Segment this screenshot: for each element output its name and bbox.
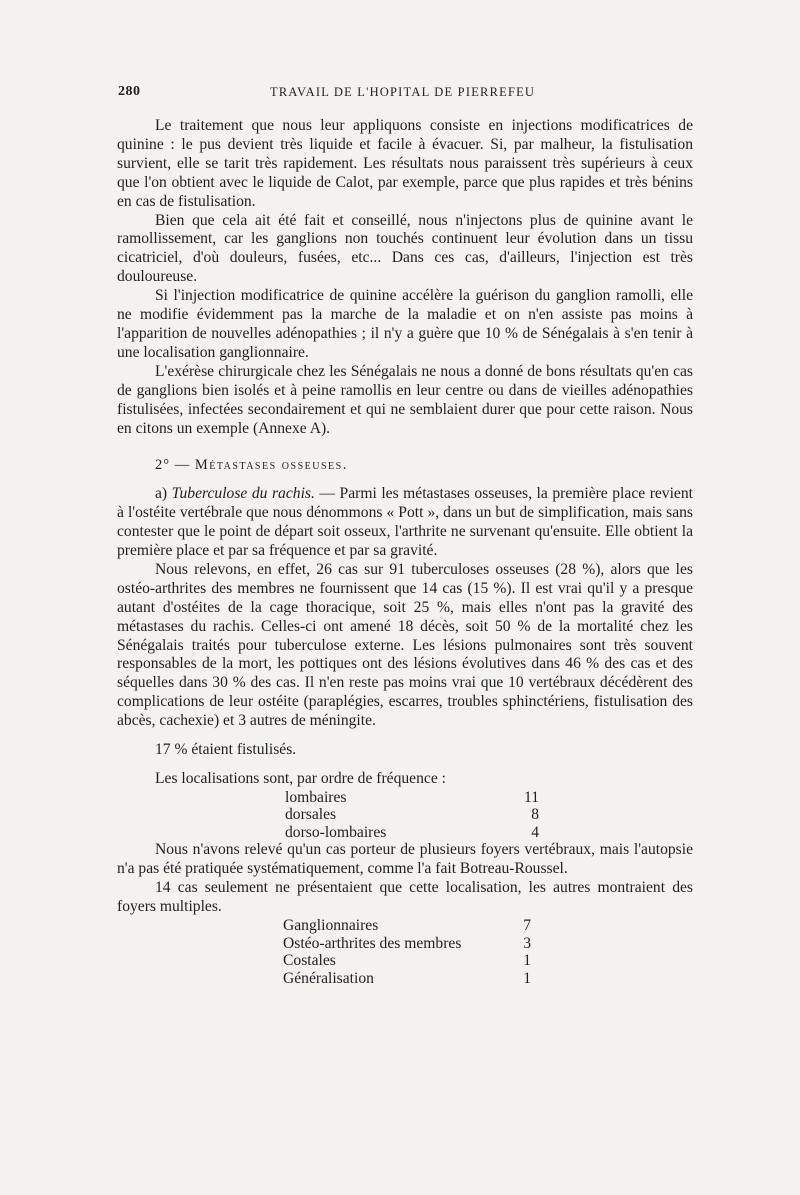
paragraph-rachis [117, 485, 693, 561]
section-dash: — [174, 457, 191, 474]
table-row [283, 935, 531, 953]
table-row [285, 806, 539, 824]
table-cell-value: 3 [523, 934, 531, 952]
paragraph-statistics: Nous relevons, en effet, 26 cas sur 91 tuberculoses osseuses (28 %), alors que les ostéo-arthrites des membres ne fournissent que 14 cas (15 %). Il est vrai qu'il y a presque autant d'ostéites de la cage thoracique, soit 25 %, mais elles n'ont pas la gravité des métastases du rachis. Celles-ci ont amené 18 décès, soit 50 % de la mortalité chez les Sénégalais traités pour tuberculose externe. Les lésions pulmonaires sont très souvent responsables de la mort, les pottiques ont des lésions évolutives dans 46 % des cas et des séquelles dans 30 % des cas. Il n'en reste pas moins vrai que 10 vertébraux décédèrent des complications de leur ostéite (paraplégies, escarres, troubles sphinctériens, fistulisation des abcès, cachexie) et 3 autres de méningite. [117, 560, 693, 730]
table-cell-value: 8 [531, 806, 539, 824]
table-cell-label: lombaires [285, 788, 347, 806]
table-cell-label: dorsales [285, 806, 337, 824]
paragraph-foyers: Nous n'avons relevé qu'un cas porteur de plusieurs foyers vertébraux, mais l'autopsie n'a pas été pratiquée systématiquement, comme l'a fait Botreau-Roussel. [117, 841, 693, 878]
table-cell-value: 1 [523, 969, 531, 987]
table-cell-label: Costales [283, 952, 336, 970]
table-cell-value: 11 [523, 788, 539, 806]
paragraph-localisations: Les localisations sont, par ordre de fréquence : [155, 770, 446, 787]
table-row [283, 917, 531, 935]
table-cell-label: Ganglionnaires [283, 917, 379, 935]
table-cell-value: 1 [523, 952, 531, 970]
paragraph-exerese: L'exérèse chirurgicale chez les Sénégalais ne nous a donné de bons résultats qu'en cas de ganglions bien isolés et à peine ramollis en leur centre ou dans de vieilles adénopathies fistulisées, infectées secondairement et qui ne semblaient durer que pour cette raison. Nous en citons un exemple (Annexe A). [117, 362, 693, 437]
subsection-label: a) [155, 485, 168, 503]
section-number: 2° [155, 457, 171, 474]
paragraph-treatment: Le traitement que nous leur appliquons consiste en injections modificatrices de quinine : le pus devient très liquide et facile à évacuer. Si, par malheur, la fistulisation survient, elle se tarit très rapidement. Les résultats nous paraissent très supérieurs à ceux que l'on obtient avec le liquide de Calot, par exemple, parce que plus rapides et très bénins en cas de fistulisation. [117, 117, 693, 210]
foyers-table [283, 917, 531, 987]
table-row [285, 789, 539, 807]
table-cell-label: Ostéo-arthrites des membres [283, 934, 462, 952]
table-cell-label: Généralisation [283, 969, 374, 987]
table-cell-value: 7 [523, 917, 531, 935]
running-title: TRAVAIL DE L'HOPITAL DE PIERREFEU [270, 85, 536, 99]
localisations-table [285, 789, 539, 842]
table-row [283, 952, 531, 970]
page-header [118, 84, 688, 104]
paragraph-quinine: Bien que cela ait été fait et conseillé, nous n'injectons plus de quinine avant le ramollissement, car les ganglions non touchés continuent leur évolution dans un tissu cicatriciel, d'où douleurs, fusées, etc... Dans ces cas, d'ailleurs, l'injection est très douloureuse. [117, 211, 693, 286]
paragraph-multiples: 14 cas seulement ne présentaient que cette localisation, les autres montraient des foyers multiples. [117, 879, 693, 916]
section-title: Métastases osseuses. [194, 457, 348, 474]
section-heading [117, 456, 693, 475]
subsection-title: Tuberculose du rachis. [171, 485, 315, 503]
body-text [117, 117, 693, 987]
subsection-text: — Parmi les métastases osseuses, la première place revient à l'ostéite vertébrale que nous dénommons « Pott », dans un but de simplification, mais sans contester que le point de départ soit osseux, l'arthrite ne survenant qu'ensuite. Elle obtient la première place et par sa fréquence et par sa gravité. [117, 485, 693, 560]
page-number: 280 [118, 84, 141, 99]
paragraph-fistulises: 17 % étaient fistulisés. [155, 741, 297, 759]
table-row [283, 970, 531, 988]
table-cell-label: dorso-lombaires [285, 823, 387, 841]
paragraph-injection: Si l'injection modificatrice de quinine accélère la guérison du ganglion ramolli, elle ne modifie évidemment pas la marche de la maladie et on n'en assiste pas moins à l'apparition de nouvelles adénopathies ; il n'y a guère que 10 % de Sénégalais à s'en tenir à une localisation ganglionnaire. [117, 287, 693, 361]
table-cell-value: 4 [531, 823, 539, 841]
table-row [285, 824, 539, 842]
